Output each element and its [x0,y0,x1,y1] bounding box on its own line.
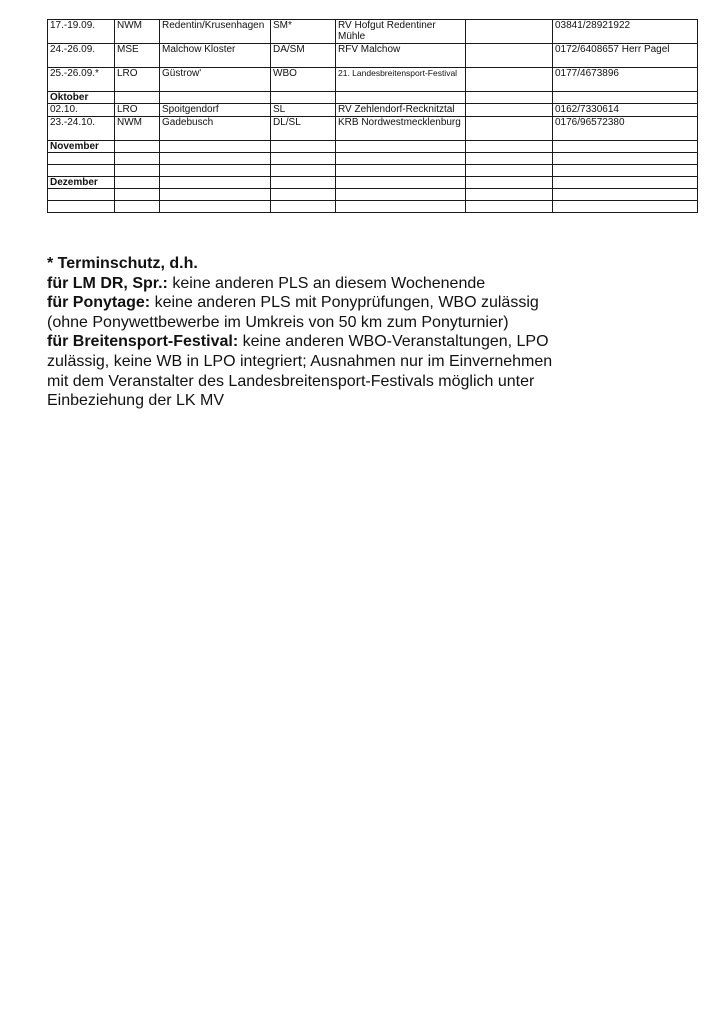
type-cell: SL [271,104,336,117]
organizer-cell: RV Zehlendorf-Recknitztal [336,104,466,117]
organizer-cell: 21. Landesbreitensport-Festival [336,68,466,92]
table-row [48,117,698,141]
type-cell: DA/SM [271,44,336,68]
region-cell: LRO [115,104,160,117]
date-cell: 17.-19.09. [48,20,115,44]
month-row-december [48,177,698,189]
type-cell: DL/SL [271,117,336,141]
festival-text-2: zulässig, keine WB in LPO integriert; Ausnahmen nur im Einvernehmen [47,352,553,370]
festival-label: für Breitensport-Festival: [47,333,239,351]
table-row [48,20,698,44]
place-cell: Gadebusch [160,117,271,141]
blank-cell [466,20,553,44]
contact-cell: 0172/6408657 Herr Pagel [553,44,698,68]
table-row [48,44,698,68]
type-cell: SM* [271,20,336,44]
contact-cell: 0177/4673896 [553,68,698,92]
region-cell: MSE [115,44,160,68]
organizer-cell: KRB Nordwestmecklenburg [336,117,466,141]
lm-text: keine anderen PLS an diesem Wochenende [167,274,486,292]
festival-text-3: mit dem Veranstalter des Landesbreitensport-Festivals möglich unter [47,372,535,390]
pony-label: für Ponytage: [47,294,151,312]
month-row-october [48,92,698,104]
table-row [48,68,698,92]
place-cell: Redentin/Krusenhagen [160,20,271,44]
date-cell: 24.-26.09. [48,44,115,68]
lm-label: für LM DR, Spr.: [47,274,168,292]
notes-heading: * Terminschutz, d.h. [47,255,198,272]
month-label: Dezember [48,177,115,189]
festival-text: keine anderen WBO-Veranstaltungen, LPO [238,333,549,351]
empty-row [48,201,698,213]
place-cell: Spoitgendorf [160,104,271,117]
empty-row [48,189,698,201]
date-cell: 02.10. [48,104,115,117]
schedule-notes [47,254,717,411]
contact-cell: 0176/96572380 [553,117,698,141]
empty-row [48,165,698,177]
type-cell: WBO [271,68,336,92]
date-cell: 25.-26.09.* [48,68,115,92]
contact-cell: 03841/28921922 [553,20,698,44]
festival-text-4: Einbeziehung der LK MV [47,392,224,410]
date-cell: 23.-24.10. [48,117,115,141]
contact-cell: 0162/7330614 [553,104,698,117]
table-row [48,104,698,117]
blank-cell [466,104,553,117]
month-label: Oktober [48,92,115,104]
region-cell: NWM [115,20,160,44]
region-cell: LRO [115,68,160,92]
pony-text-2: (ohne Ponywettbewerbe im Umkreis von 50 km zum Ponyturnier) [47,313,509,331]
event-table [47,19,698,213]
place-cell: Güstrow' [160,68,271,92]
pony-text: keine anderen PLS mit Ponyprüfungen, WBO zulässig [150,294,539,312]
blank-cell [466,68,553,92]
organizer-cell: RV Hofgut Redentiner Mühle [336,20,466,44]
blank-cell [466,44,553,68]
region-cell: NWM [115,117,160,141]
organizer-cell: RFV Malchow [336,44,466,68]
blank-cell [466,117,553,141]
place-cell: Malchow Kloster [160,44,271,68]
month-label: November [48,141,115,153]
month-row-november [48,141,698,153]
empty-row [48,153,698,165]
